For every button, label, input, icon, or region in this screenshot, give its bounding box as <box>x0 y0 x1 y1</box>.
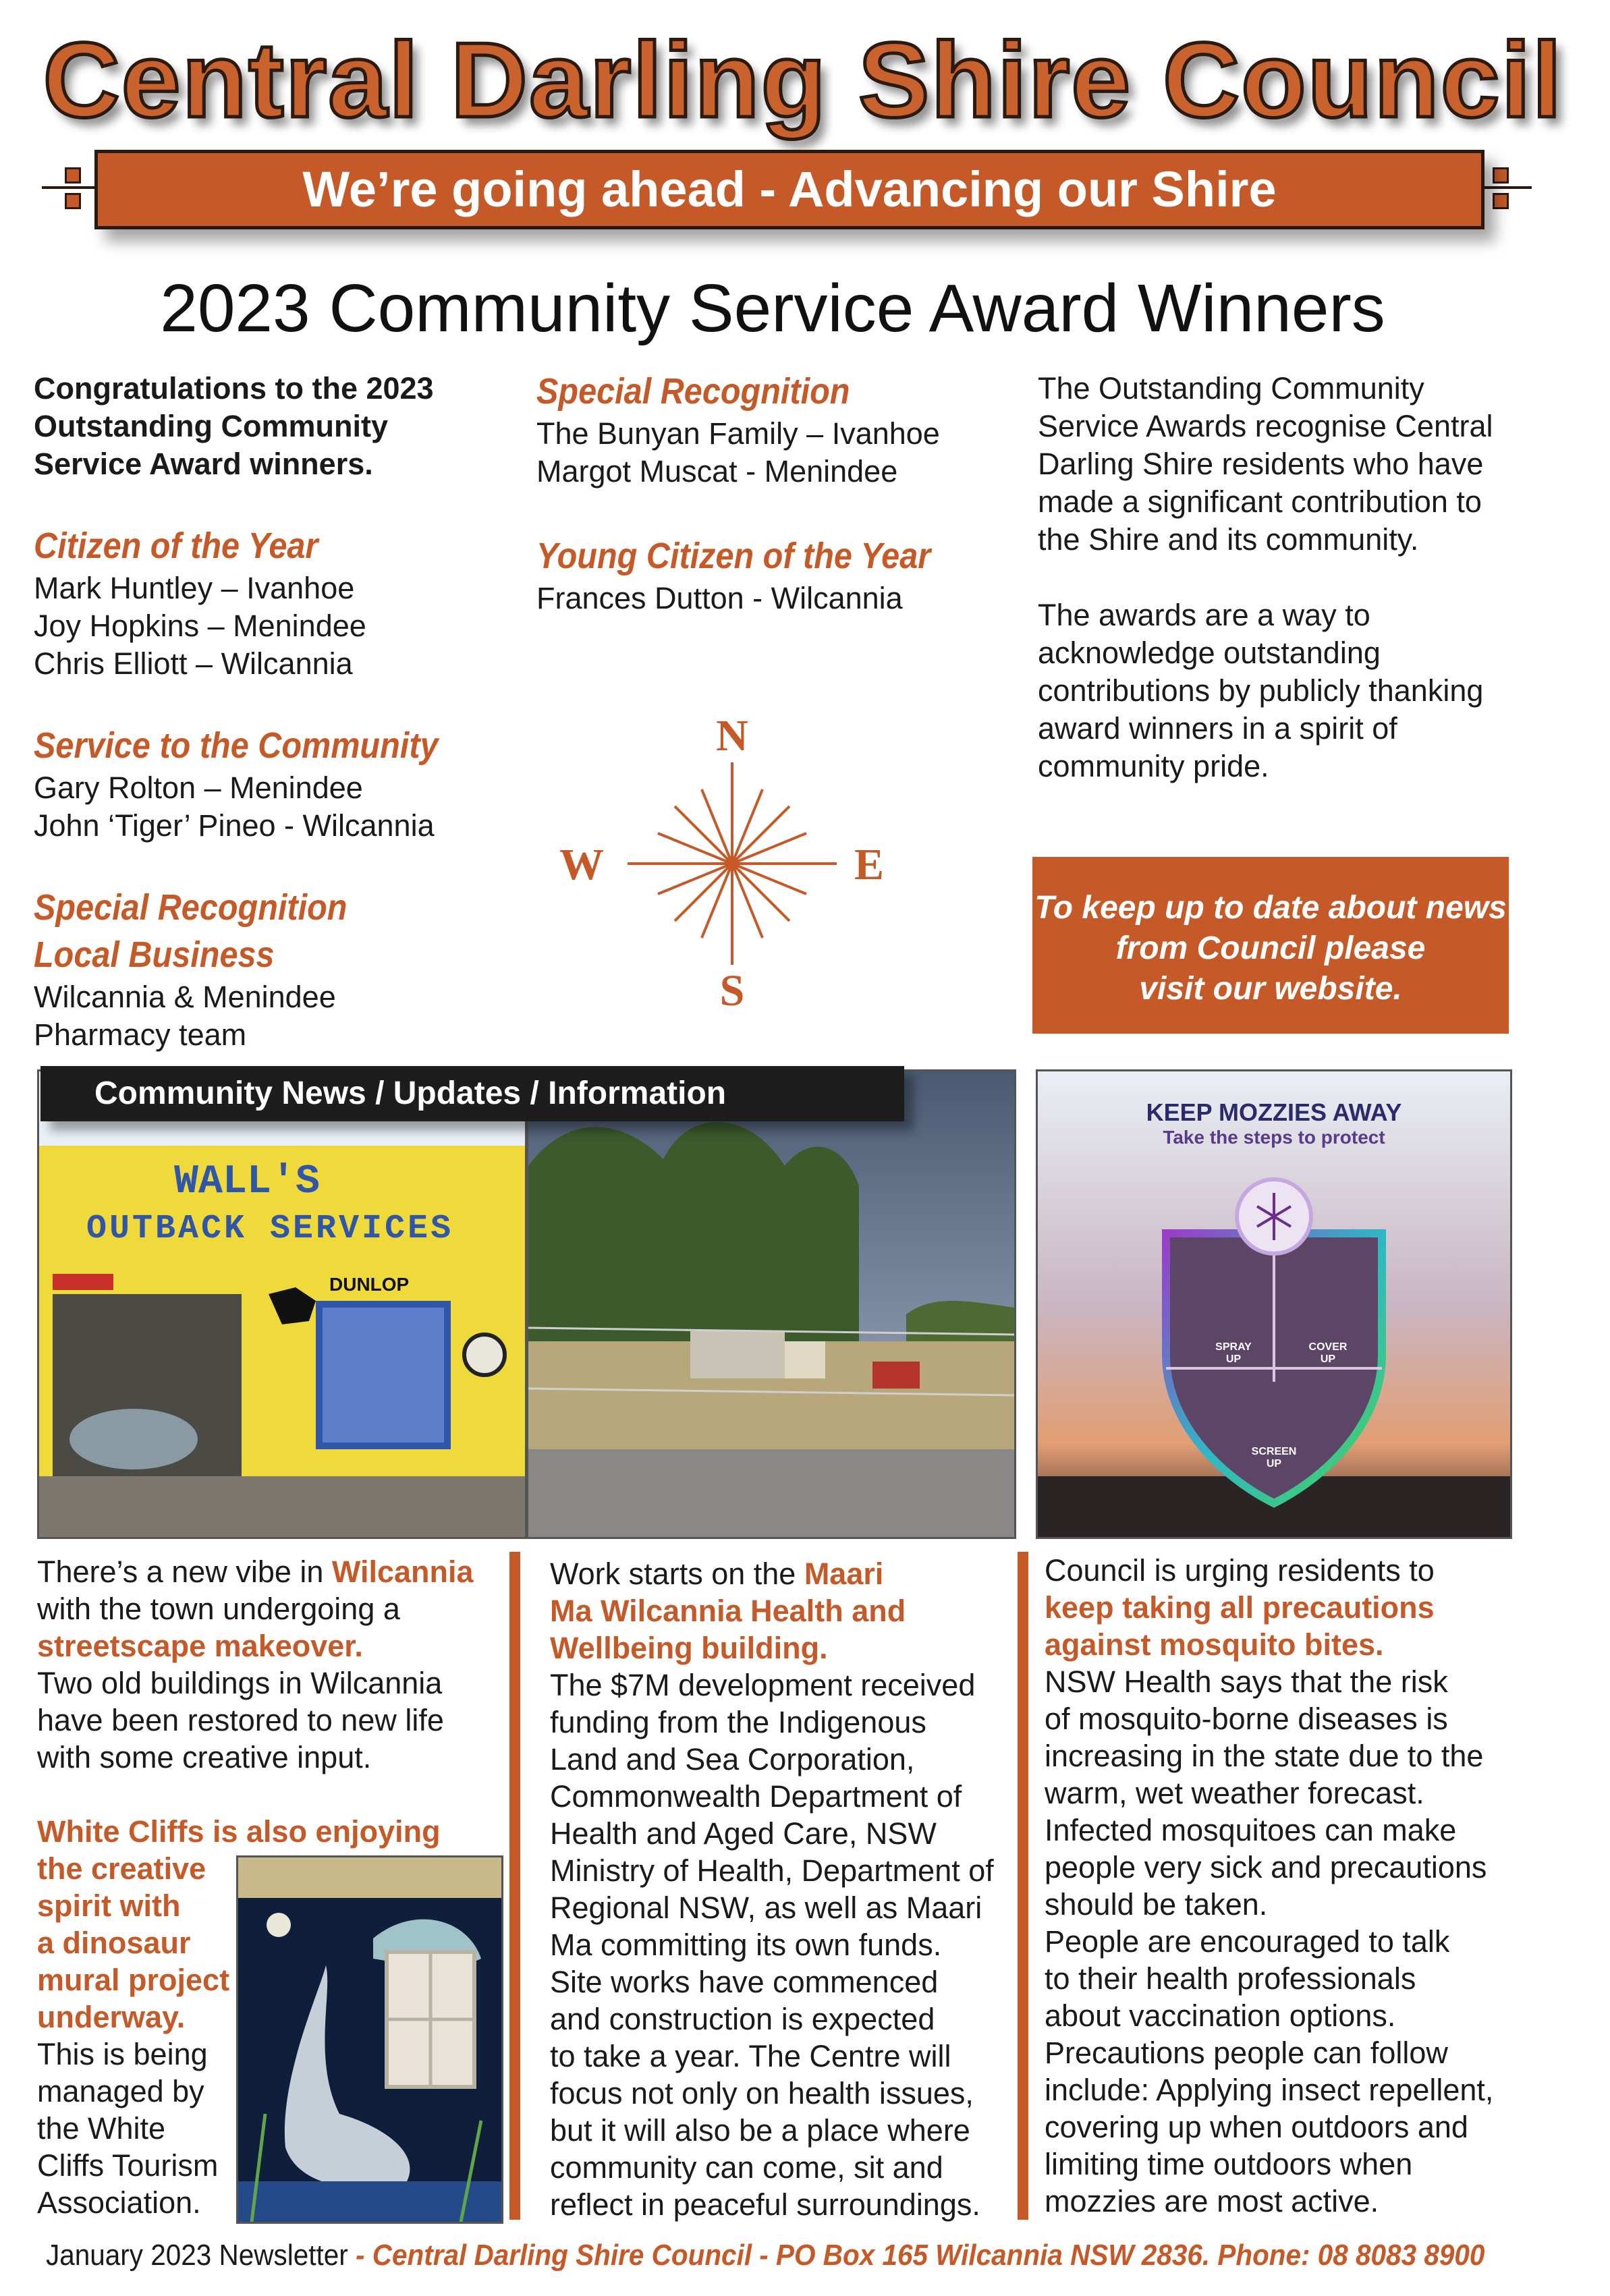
service-heading: Service to the Community <box>34 725 439 766</box>
awards-column-left <box>34 370 520 1054</box>
compass-s: S <box>719 966 745 1012</box>
article-line: managed by <box>37 2074 204 2108</box>
website-line: from Council please <box>1115 930 1426 966</box>
article-line: reflect in peaceful surroundings. <box>550 2187 980 2222</box>
newsletter-footer <box>46 2239 1484 2272</box>
citizen-name: Joy Hopkins – Menindee <box>34 609 366 643</box>
mozzie-title: KEEP MOZZIES AWAY <box>1146 1098 1402 1126</box>
article-highlight: against mosquito bites. <box>1045 1627 1384 1662</box>
article-line <box>550 1555 1036 1592</box>
citizen-name: Chris Elliott – Wilcannia <box>34 646 353 681</box>
footer-date: January 2023 Newsletter <box>46 2239 356 2272</box>
article-line: The $7M development received <box>550 1668 976 1702</box>
special-heading: Special Recognition <box>536 371 850 412</box>
article-line: and construction is expected <box>550 2002 935 2036</box>
compass-w: W <box>559 840 604 889</box>
article-line: This is being <box>37 2037 208 2071</box>
outback-services-sign: OUTBACK SERVICES <box>86 1210 454 1248</box>
article-line: community can come, sit and <box>550 2150 943 2185</box>
article-line: to take a year. The Centre will <box>550 2039 951 2073</box>
article-line: Ma committing its own funds. <box>550 1928 942 1962</box>
young-citizen-heading: Young Citizen of the Year <box>536 536 931 576</box>
article-line: people very sick and precautions <box>1045 1850 1487 1884</box>
article-line: Site works have commenced <box>550 1965 939 1999</box>
article-line: warm, wet weather forecast. <box>1045 1776 1424 1810</box>
article-line: with some creative input. <box>37 1740 372 1774</box>
tagline-deco-left-square <box>65 167 81 184</box>
text-span: There’s a new vibe in <box>37 1555 332 1589</box>
about-line: Darling Shire residents who have <box>1038 447 1484 481</box>
photo-construction-site <box>526 1069 1016 1539</box>
article-line: mozzies are most active. <box>1045 2184 1379 2218</box>
about-column <box>1038 370 1551 785</box>
photo-dinosaur-mural <box>236 1855 503 2224</box>
awards-column-middle <box>536 368 1009 617</box>
citizen-name: Mark Huntley – Ivanhoe <box>34 571 355 605</box>
white-cliffs-highlight: a dinosaur <box>37 1926 191 1960</box>
young-citizen-name: Frances Dutton - Wilcannia <box>536 581 903 615</box>
about-line: contributions by publicly thanking <box>1038 673 1484 708</box>
article-line: Infected mosquitoes can make <box>1045 1813 1457 1847</box>
article-line: to their health professionals <box>1045 1961 1416 1996</box>
service-name: Gary Rolton – Menindee <box>34 771 363 805</box>
footer-contact: - Central Darling Shire Council - PO Box 165 Wilcannia NSW 2836. Phone: 08 8083 8900 <box>356 2239 1485 2272</box>
article-line: Regional NSW, as well as Maari <box>550 1891 982 1925</box>
article-line: limiting time outdoors when <box>1045 2147 1413 2181</box>
article-line: have been restored to new life <box>37 1703 444 1737</box>
maari-ma-article <box>550 1555 1036 2223</box>
local-business-heading-1: Special Recognition <box>34 887 348 928</box>
article-line: NSW Health says that the risk <box>1045 1664 1448 1699</box>
article-line: Two old buildings in Wilcannia <box>37 1666 443 1700</box>
about-line: The Outstanding Community <box>1038 371 1424 405</box>
article-line: Ministry of Health, Department of <box>550 1853 994 1888</box>
white-cliffs-highlight: the creative <box>37 1851 206 1886</box>
article-line: include: Applying insect repellent, <box>1045 2073 1494 2107</box>
photo-walls-outback-services <box>37 1069 527 1539</box>
compass-n: N <box>716 715 748 760</box>
citizen-heading: Citizen of the Year <box>34 526 318 566</box>
article-line: People are encouraged to talk <box>1045 1924 1450 1959</box>
tagline-banner <box>94 150 1484 229</box>
article-line: of mosquito-borne diseases is <box>1045 1702 1448 1736</box>
tagline-deco-left-square-2 <box>65 193 81 209</box>
about-line: Service Awards recognise Central <box>1038 409 1493 443</box>
article-highlight: keep taking all precautions <box>1045 1590 1435 1625</box>
website-line: visit our website. <box>1139 971 1402 1007</box>
wilcannia-highlight: Wilcannia <box>331 1555 474 1589</box>
article-line: the White <box>37 2111 166 2146</box>
text-span: Work starts on the <box>550 1557 804 1591</box>
article-highlight: Wellbeing building. <box>550 1631 828 1665</box>
tagline-deco-right-square-2 <box>1493 193 1509 209</box>
about-line: acknowledge outstanding <box>1038 636 1381 670</box>
article-line: Commonwealth Department of <box>550 1779 962 1814</box>
photo-keep-mozzies-away <box>1036 1069 1512 1539</box>
white-cliffs-highlight: mural project <box>37 1963 230 1997</box>
cover-up-label: COVER UP <box>1308 1341 1348 1365</box>
local-business-heading-2: Local Business <box>34 934 275 975</box>
article-line: Council is urging residents to <box>1045 1553 1435 1588</box>
article-highlight: streetscape makeover. <box>37 1629 363 1663</box>
about-line: made a significant contribution to <box>1038 484 1482 519</box>
article-line: about vaccination options. <box>1045 1998 1396 2033</box>
community-news-banner: Community News / Updates / Information <box>40 1066 904 1121</box>
article-line: with the town undergoing a <box>37 1592 400 1626</box>
local-business-name: Pharmacy team <box>34 1017 247 1052</box>
website-line: To keep up to date about news <box>1034 890 1507 926</box>
article-line: Health and Aged Care, NSW <box>550 1816 937 1851</box>
intro-line: Outstanding Community <box>34 409 388 443</box>
article-line <box>37 1553 509 1590</box>
awards-intro <box>34 370 520 483</box>
tagline-deco-right-square <box>1493 167 1509 184</box>
local-business-name: Wilcannia & Menindee <box>34 980 336 1014</box>
tagline-deco-left-line <box>42 186 103 189</box>
about-line: the Shire and its community. <box>1038 522 1419 557</box>
spray-up-label: SPRAY UP <box>1215 1341 1252 1365</box>
special-name: Margot Muscat - Menindee <box>536 454 898 488</box>
special-name: The Bunyan Family – Ivanhoe <box>536 416 940 451</box>
tagline-text: We’re going ahead - Advancing our Shire <box>302 161 1277 217</box>
white-cliffs-highlight: White Cliffs is also enjoying <box>37 1814 441 1849</box>
mozzie-subtitle: Take the steps to protect <box>1163 1127 1385 1148</box>
about-line: award winners in a spirit of <box>1038 711 1397 746</box>
mosquito-article <box>1045 1552 1571 2220</box>
council-title: Central Darling Shire Council <box>43 21 1563 140</box>
article-highlight: Ma Wilcannia Health and <box>550 1594 906 1628</box>
article-line: focus not only on health issues, <box>550 2076 974 2110</box>
article-line: funding from the Indigenous <box>550 1705 926 1739</box>
maari-highlight: Maari <box>804 1557 884 1591</box>
compass-e: E <box>854 840 885 889</box>
article-line: but it will also be a place where <box>550 2113 970 2148</box>
walls-sign: WALL'S <box>174 1159 321 1205</box>
service-name: John ‘Tiger’ Pineo - Wilcannia <box>34 808 435 843</box>
page-title: 2023 Community Service Award Winners <box>160 271 1385 346</box>
article-line: Cliffs Tourism <box>37 2148 219 2183</box>
article-line: Precautions people can follow <box>1045 2036 1448 2070</box>
about-line: The awards are a way to <box>1038 598 1370 632</box>
article-line: increasing in the state due to the <box>1045 1739 1484 1773</box>
intro-line: Congratulations to the 2023 <box>34 371 434 405</box>
compass-rose-icon <box>540 715 904 1012</box>
website-callout[interactable] <box>1032 857 1509 1034</box>
article-line: Association. <box>37 2185 201 2220</box>
intro-line: Service Award winners. <box>34 447 373 481</box>
about-line: community pride. <box>1038 749 1269 783</box>
article-line: covering up when outdoors and <box>1045 2110 1468 2144</box>
dunlop-sign: DUNLOP <box>329 1274 410 1295</box>
article-line: Land and Sea Corporation, <box>550 1742 915 1776</box>
white-cliffs-highlight: spirit with <box>37 1888 181 1923</box>
white-cliffs-highlight: underway. <box>37 2000 186 2034</box>
screen-up-label: SCREEN UP <box>1251 1446 1297 1469</box>
article-line: should be taken. <box>1045 1887 1268 1922</box>
column-divider-1 <box>509 1552 520 2220</box>
column-divider-2 <box>1018 1552 1028 2220</box>
